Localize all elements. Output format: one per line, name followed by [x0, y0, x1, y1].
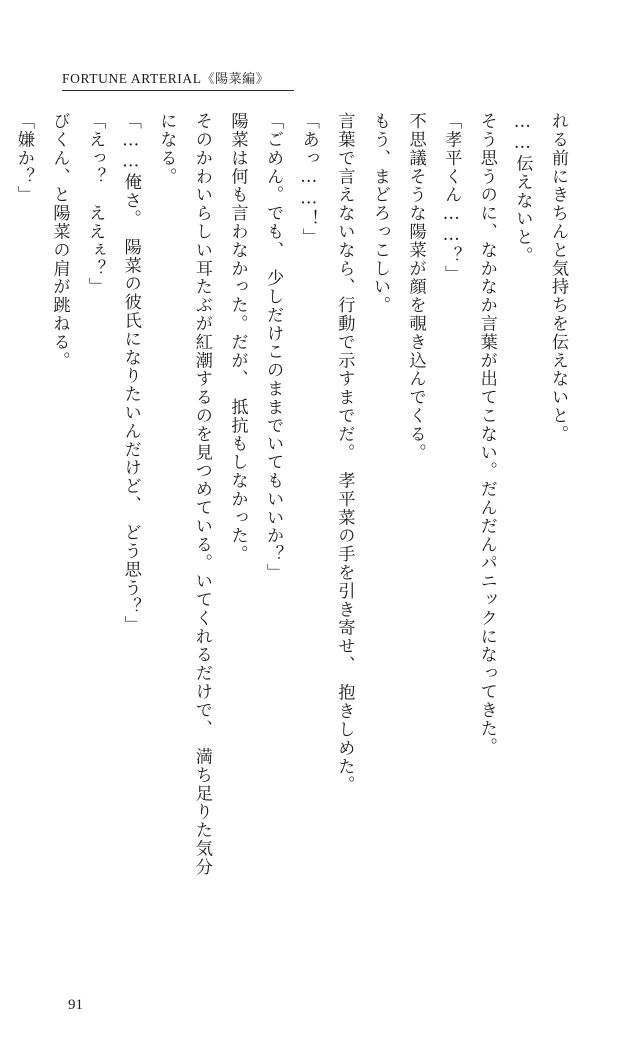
body-line: 陽菜は何も言わなかった。だが、 抵抗もしなかった。 — [227, 112, 248, 564]
body-line: 「えっ？ ええぇ？」 — [85, 112, 106, 296]
body-line: れる前にきちんと気持ちを伝えないと。 — [548, 112, 568, 444]
body-line — [0, 112, 5, 942]
body-line: そのかわいらしい耳たぶが紅潮するのを見つめている。いてくれるだけで、 満ち足りた気分 — [191, 112, 212, 877]
header-divider — [62, 90, 294, 91]
body-line: 「孝平くん……？」 — [441, 112, 462, 284]
running-head-title: FORTUNE ARTERIAL — [62, 71, 202, 86]
body-line: ……伝えないと。 — [512, 112, 533, 265]
body-line: もう、まどろっこしい。 — [369, 112, 390, 315]
body-line: になる。 — [156, 112, 177, 186]
body-line: 「……俺さ。 陽菜の彼氏になりたいんだけど、 どう思う？」 — [120, 112, 141, 634]
body-line: そう思うのに、なかなか言葉が出てこない。だんだんパニックになってきた。 — [476, 112, 497, 756]
body-text — [13, 112, 575, 942]
body-line: 「嫌か？」 — [13, 112, 34, 204]
body-line: 「あっ……！」 — [298, 112, 319, 247]
running-head-volume: 《陽菜編》 — [201, 71, 270, 86]
body-line: 言葉で言えないなら、行動で示すまでだ。 孝平菜の手を引き寄せ、 抱きしめた。 — [334, 112, 355, 794]
body-line: 不思議そうな陽菜が顔を覗き込んでくる。 — [405, 112, 426, 462]
body-line: 「ごめん。でも、 少しだけこのままでいてもいいか？」 — [263, 112, 284, 582]
body-line: びくん、と陽菜の肩が跳ねる。 — [49, 112, 70, 370]
running-head — [62, 68, 269, 87]
page-number: 91 — [68, 997, 83, 1013]
